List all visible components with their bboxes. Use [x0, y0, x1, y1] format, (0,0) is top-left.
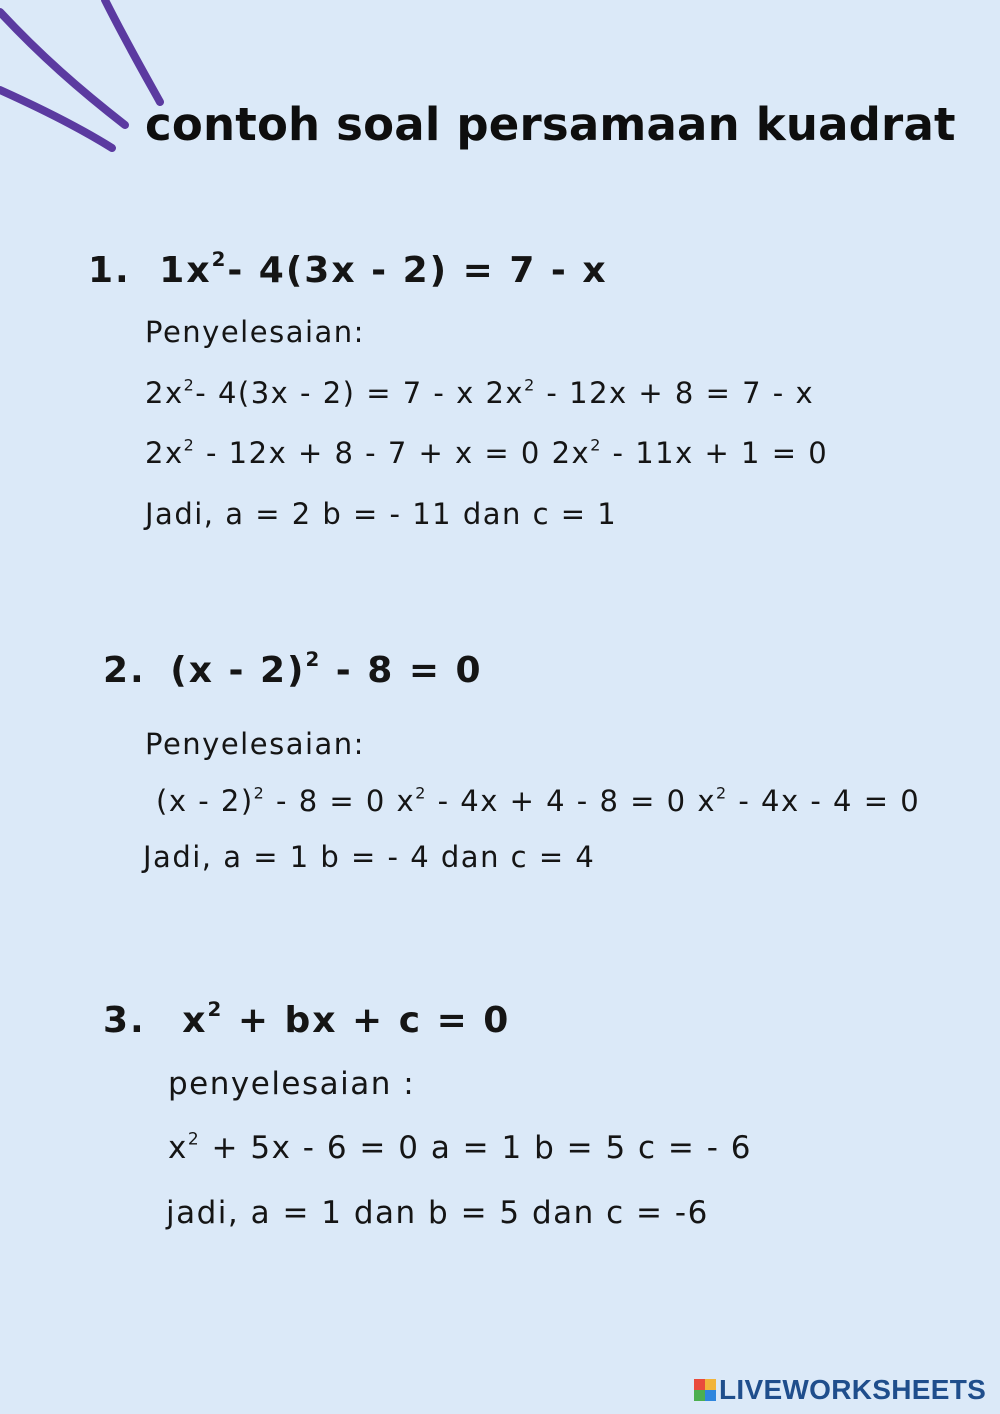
problem-3-equation: [103, 1000, 510, 1041]
exponent: 2: [253, 783, 266, 803]
problem-1-step-2: [145, 436, 828, 470]
problem-1-step-1: [145, 376, 814, 410]
step-part: x: [168, 1130, 188, 1166]
logo-text: LIVEWORKSHEETS: [719, 1374, 987, 1405]
equation-part: (x - 2): [170, 650, 306, 691]
problem-1-equation: [88, 250, 608, 291]
problem-2-solution-label: Penyelesaian:: [145, 727, 365, 761]
step-part: - 8 = 0 x: [265, 784, 416, 818]
problem-2-conclusion: Jadi, a = 1 b = - 4 dan c = 4: [143, 840, 596, 874]
problem-1-conclusion: Jadi, a = 2 b = - 11 dan c = 1: [145, 497, 618, 531]
step-part: - 11x + 1 = 0: [601, 436, 829, 470]
problem-3-solution-label: penyelesaian :: [168, 1066, 416, 1102]
step-part: 2x: [145, 376, 184, 410]
logo-mark-icon: [694, 1379, 716, 1401]
exponent: 2: [207, 998, 224, 1022]
equation-part: - 8 = 0: [321, 650, 483, 691]
step-part: - 12x + 8 - 7 + x = 0 2x: [195, 436, 591, 470]
step-part: - 4x - 4 = 0: [727, 784, 921, 818]
exponent: 2: [305, 648, 322, 672]
equation-part: 1x: [159, 250, 212, 291]
exponent: 2: [715, 783, 728, 803]
exponent: 2: [211, 248, 228, 272]
step-part: 2x: [145, 436, 184, 470]
problem-3-conclusion: jadi, a = 1 dan b = 5 dan c = -6: [166, 1195, 709, 1231]
problem-1-solution-label: Penyelesaian:: [145, 315, 365, 349]
problem-3-step-1: [168, 1130, 752, 1166]
exponent: 2: [183, 375, 196, 395]
equation-part: x: [182, 1000, 208, 1041]
page-title: contoh soal persamaan kuadrat: [145, 98, 956, 151]
step-part: - 4x + 4 - 8 = 0 x: [426, 784, 716, 818]
problem-2-step-1: [156, 784, 920, 818]
problem-number: 2.: [103, 650, 146, 691]
exponent: 2: [183, 435, 196, 455]
equation-part: + bx + c = 0: [223, 1000, 511, 1041]
step-part: (x - 2): [156, 784, 254, 818]
problem-number: 1.: [88, 250, 131, 291]
exponent: 2: [590, 435, 602, 455]
step-part: + 5x - 6 = 0 a = 1 b = 5 c = - 6: [200, 1130, 753, 1166]
exponent: 2: [524, 375, 536, 395]
equation-part: - 4(3x - 2) = 7 - x: [227, 250, 608, 291]
liveworksheets-logo: [694, 1376, 986, 1404]
problem-2-equation: [103, 650, 483, 691]
step-part: - 4(3x - 2) = 7 - x 2x: [195, 376, 525, 410]
exponent: 2: [415, 783, 427, 803]
step-part: - 12x + 8 = 7 - x: [535, 376, 815, 410]
problem-number: 3.: [103, 1000, 146, 1041]
exponent: 2: [187, 1129, 201, 1150]
